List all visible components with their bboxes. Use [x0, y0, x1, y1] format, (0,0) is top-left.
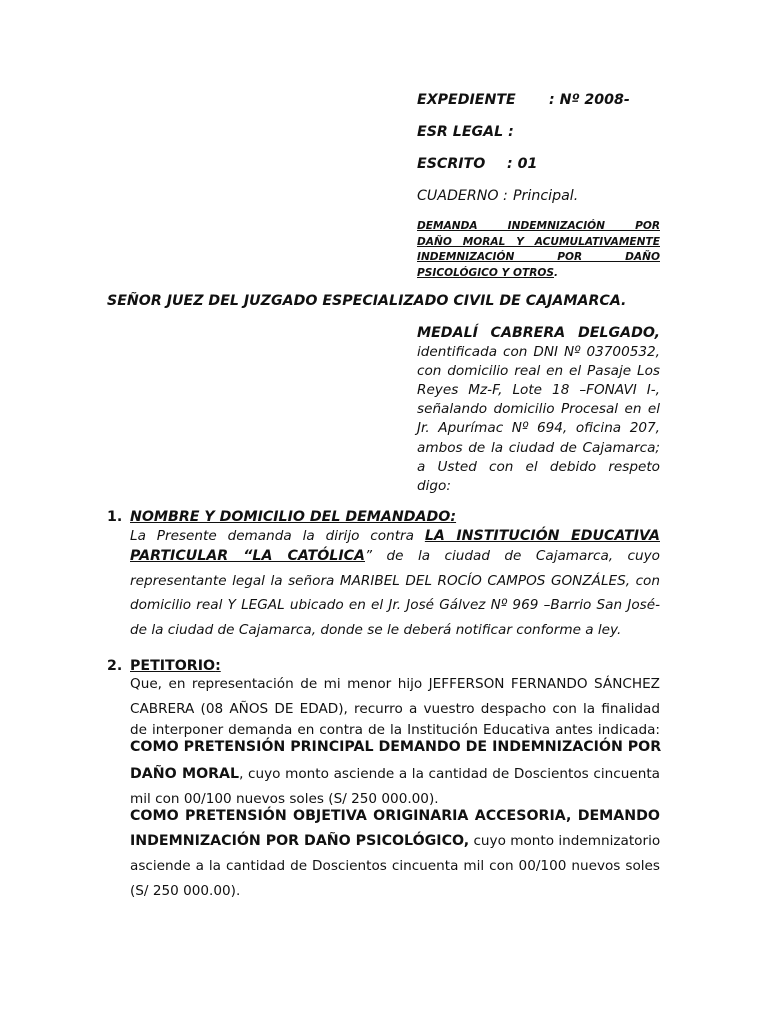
- paragraph-line: COMO PRETENSIÓN OBJETIVA ORIGINARIA ACCESORIA, DEMANDO: [130, 808, 660, 824]
- paragraph-line: COMO PRETENSIÓN PRINCIPAL DEMANDO DE INDEMNIZACIÓN POR: [130, 739, 662, 755]
- cuaderno-value: Principal.: [513, 188, 579, 204]
- sumilla-line: DAÑO MORAL Y ACUMULATIVAMENTE: [417, 235, 660, 248]
- presenter-line: digo:: [417, 477, 451, 494]
- paragraph-line: de la ciudad de Cajamarca, donde se le deberá notificar conforme a ley.: [130, 621, 622, 638]
- paragraph-line: Que, en representación de mi menor hijo JEFFERSON FERNANDO SÁNCHEZ: [130, 676, 660, 692]
- presenter-line: a Usted con el debido respeto: [417, 458, 660, 475]
- paragraph-line: [130, 832, 660, 857]
- presenter-line: identificada con DNI Nº 03700532,: [417, 344, 660, 361]
- cuaderno-label: CUADERNO :: [417, 188, 508, 204]
- presenter-block: [417, 324, 660, 496]
- defendant-name-part1: LA INSTITUCIÓN EDUCATIVA: [424, 528, 660, 544]
- section-2-title-text: PETITORIO: [130, 658, 216, 674]
- section-2-number: 2.: [107, 658, 123, 674]
- section-1-title: [130, 509, 456, 525]
- paragraph-line: [130, 765, 660, 790]
- section-1-paragraph: [130, 526, 660, 644]
- paragraph-line: [130, 546, 660, 571]
- header-esr-legal: [417, 124, 514, 140]
- header-escrito: [417, 156, 538, 172]
- line-text: cuyo monto indemnizatorio: [469, 833, 661, 849]
- expediente-value: : Nº 2008-: [549, 92, 630, 108]
- sumilla-line: DEMANDA INDEMNIZACIÓN POR: [417, 220, 660, 232]
- presenter-line: Reyes Mz-F, Lote 18 –FONAVI I-,: [417, 382, 660, 399]
- section-2-colon: :: [215, 658, 221, 674]
- sumilla-line: [417, 266, 660, 282]
- addressee: SEÑOR JUEZ DEL JUZGADO ESPECIALIZADO CIVIL DE CAJAMARCA.: [107, 293, 627, 309]
- paragraph-line: [130, 526, 660, 546]
- sumilla: [417, 219, 660, 281]
- presenter-line: señalando domicilio Procesal en el: [417, 401, 660, 418]
- presenter-name: MEDALÍ CABRERA DELGADO,: [417, 325, 660, 341]
- paragraph-line: CABRERA (08 AÑOS DE EDAD), recurro a vuestro despacho con la finalidad: [130, 701, 660, 717]
- section-2-paragraph: [130, 675, 660, 907]
- paragraph-line: domicilio real Y LEGAL ubicado en el Jr. José Gálvez Nº 969 –Barrio San José-: [130, 597, 660, 614]
- line-text: ” de la ciudad de Cajamarca, cuyo: [365, 548, 661, 564]
- line-text: La Presente demanda la dirijo contra: [130, 528, 414, 544]
- presenter-line: Jr. Apurímac Nº 694, oficina 207,: [417, 420, 660, 437]
- escrito-label: ESCRITO: [417, 156, 486, 172]
- line-bold: INDEMNIZACIÓN POR DAÑO PSICOLÓGICO,: [130, 833, 470, 849]
- paragraph-line: asciende a la cantidad de Doscientos cincuenta mil con 00/100 nuevos soles: [130, 858, 660, 874]
- presenter-line: ambos de la ciudad de Cajamarca;: [417, 439, 660, 456]
- sumilla-line: INDEMNIZACIÓN POR DAÑO: [417, 251, 660, 263]
- defendant-name-part2: PARTICULAR “LA CATÓLICA: [130, 548, 365, 564]
- section-1-number: 1.: [107, 509, 123, 525]
- paragraph-line: representante legal la señora MARIBEL DEL ROCÍO CAMPOS GONZÁLES, con: [130, 572, 660, 589]
- presenter-line: con domicilio real en el Pasaje Los: [417, 363, 660, 380]
- paragraph-line: mil con 00/100 nuevos soles (S/ 250 000.00).: [130, 791, 439, 807]
- header-expediente: [417, 92, 630, 108]
- esr-label: ESR LEGAL :: [417, 124, 514, 140]
- line-bold: DAÑO MORAL: [130, 766, 240, 782]
- paragraph-line: de interponer demanda en contra de la Institución Educativa antes indicada:: [130, 722, 660, 738]
- section-1-title-text: NOMBRE Y DOMICILIO DEL DEMANDADO: [130, 509, 451, 525]
- escrito-value: : 01: [507, 156, 538, 172]
- sumilla-end: .: [553, 266, 559, 279]
- sumilla-last-text: PSICOLÓGICO Y OTROS: [417, 266, 554, 279]
- expediente-label: EXPEDIENTE: [417, 92, 516, 108]
- paragraph-line: (S/ 250 000.00).: [130, 883, 241, 899]
- line-text: , cuyo monto asciende a la cantidad de Doscientos cincuenta: [239, 766, 660, 782]
- header-cuaderno: [417, 188, 579, 204]
- section-1-colon: :: [450, 509, 457, 525]
- section-2-title: [130, 658, 221, 674]
